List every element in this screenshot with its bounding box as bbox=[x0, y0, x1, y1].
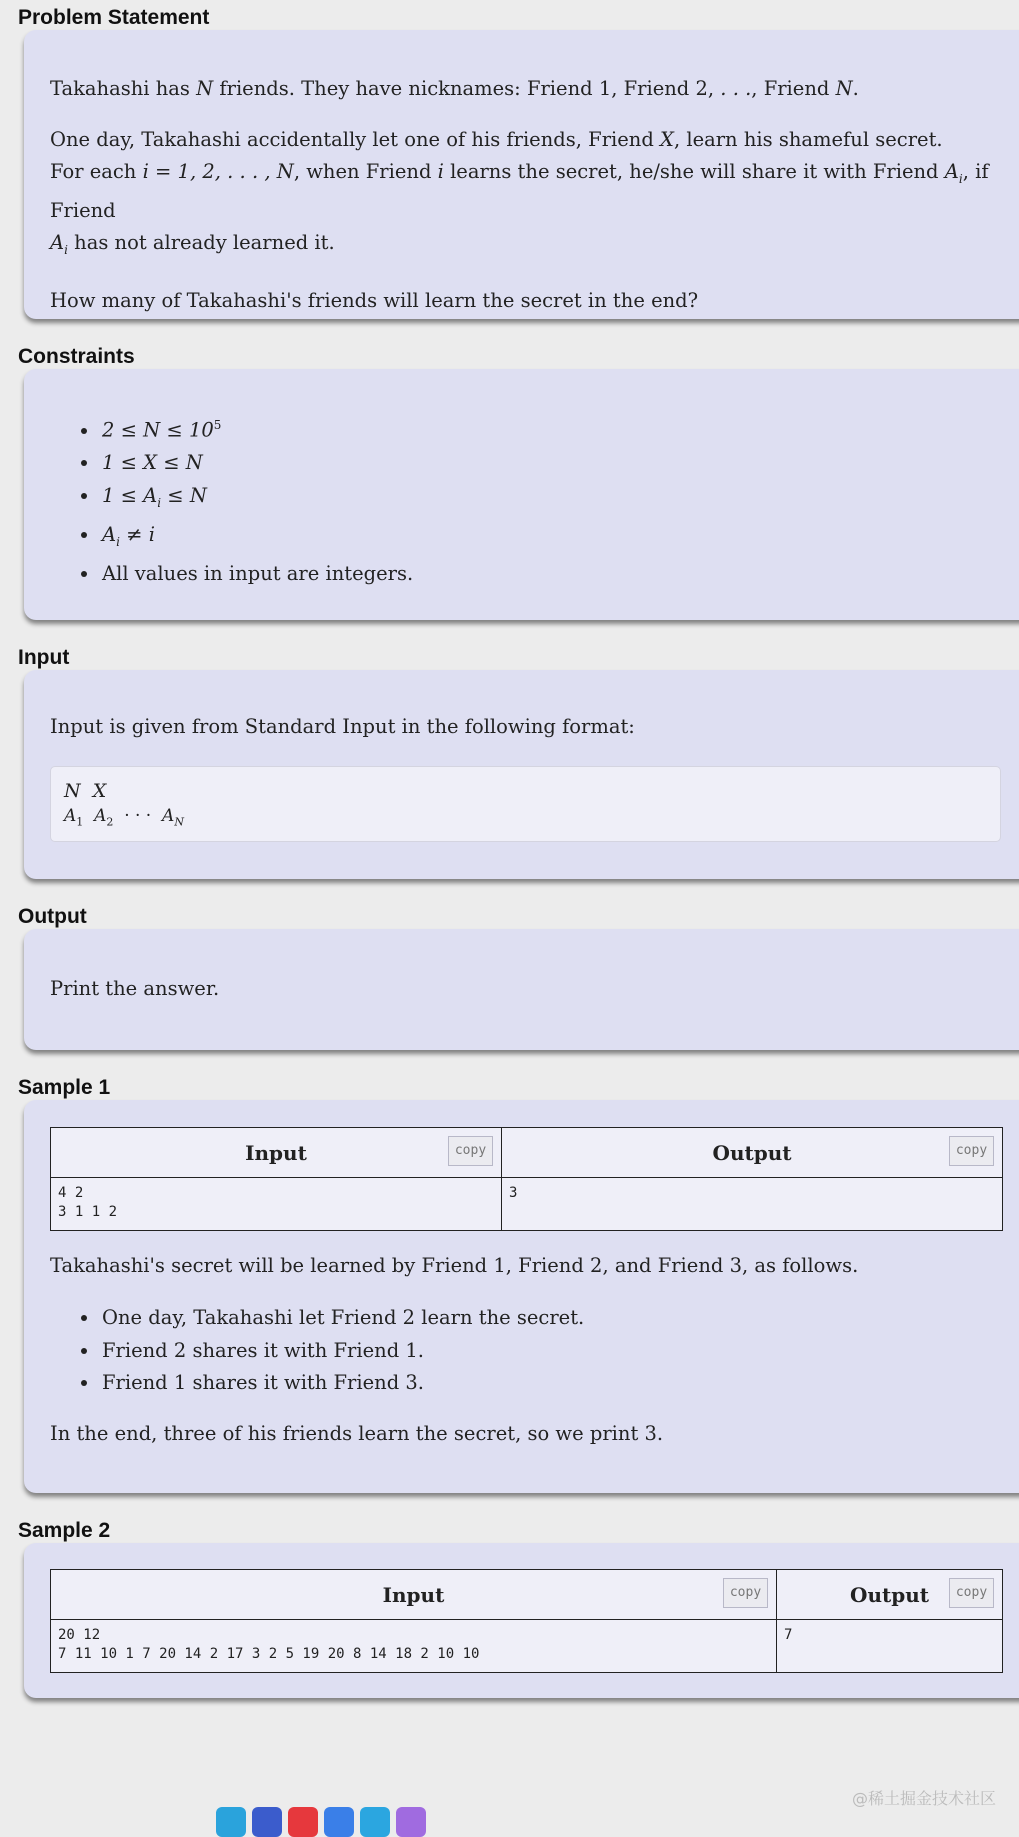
input-format-line-1: N X bbox=[64, 780, 107, 802]
sample1-conclusion: In the end, three of his friends learn the secret, so we print 3. bbox=[50, 1422, 664, 1445]
sample2-input-header: Input copy bbox=[51, 1570, 777, 1620]
sample1-input-value[interactable]: 4 2 3 1 1 2 bbox=[51, 1178, 502, 1231]
sample2-output-header: Output copy bbox=[777, 1570, 1003, 1620]
constraints-card bbox=[24, 369, 1019, 620]
problem-paragraph-3: How many of Takahashi's friends will learn the secret in the end? bbox=[50, 288, 699, 312]
watermark: @稀土掘金技术社区 bbox=[852, 1789, 997, 1808]
constraint-item: • $2 \le N \le 10^5$ bbox=[100, 409, 1008, 447]
sample1-card bbox=[24, 1100, 1019, 1493]
copy-button[interactable]: copy bbox=[723, 1578, 768, 1608]
sample2-heading: Sample 2 bbox=[18, 1519, 111, 1542]
problem-paragraph-2: One day, Takahashi accidentally let one of his friends, Friend X, learn his shameful secret. For each i = 1, 2, . . . , N, when Friend i learns the secret, he/she will share it with Friend $A_i$, if Friend $A_i$ has not already learned it. bbox=[50, 128, 989, 257]
input-description: Input is given from Standard Input in the following format: bbox=[50, 715, 635, 738]
sample1-heading: Sample 1 bbox=[18, 1076, 111, 1099]
sample2-card bbox=[24, 1543, 1019, 1698]
constraint-item: • $A_i \ne i$ bbox=[100, 519, 1008, 558]
sample1-step: • Friend 1 shares it with Friend 3. bbox=[100, 1367, 584, 1400]
sample1-step: • Friend 2 shares it with Friend 1. bbox=[100, 1335, 584, 1368]
sample1-table bbox=[50, 1127, 1003, 1231]
problem-heading: Problem Statement bbox=[18, 6, 210, 29]
input-card bbox=[24, 670, 1019, 879]
input-heading: Input bbox=[18, 646, 70, 669]
constraints-list bbox=[50, 409, 1008, 591]
sample1-steps bbox=[50, 1302, 584, 1400]
constraint-item: • $1 \le A_i \le N$ bbox=[100, 480, 1008, 519]
sample2-output-value[interactable]: 7 bbox=[777, 1620, 1003, 1673]
output-card bbox=[24, 929, 1019, 1050]
constraints-heading: Constraints bbox=[18, 345, 135, 368]
sample1-explanation: Takahashi's secret will be learned by Friend 1, Friend 2, and Friend 3, as follows. bbox=[50, 1254, 859, 1277]
output-description: Print the answer. bbox=[50, 977, 220, 1000]
facebook-icon[interactable] bbox=[252, 1807, 282, 1837]
hatena-icon[interactable] bbox=[324, 1807, 354, 1837]
sample1-output-value[interactable]: 3 bbox=[502, 1178, 1003, 1231]
sample1-input-header: Input copy bbox=[51, 1128, 502, 1178]
input-format-box bbox=[50, 766, 1001, 842]
copy-button[interactable]: copy bbox=[949, 1136, 994, 1166]
email-icon[interactable] bbox=[396, 1807, 426, 1837]
sample1-output-header: Output copy bbox=[502, 1128, 1003, 1178]
constraint-item: • 1 ≤ X ≤ N bbox=[100, 447, 1008, 480]
copy-button[interactable]: copy bbox=[448, 1136, 493, 1166]
problem-card bbox=[24, 30, 1019, 319]
sample1-step: • One day, Takahashi let Friend 2 learn the secret. bbox=[100, 1302, 584, 1335]
sample2-input-value[interactable]: 20 12 7 11 10 1 7 20 14 2 17 3 2 5 19 20 8 14 18 2 10 10 bbox=[51, 1620, 777, 1673]
problem-paragraph-1: Takahashi has N friends. They have nicknames: Friend 1, Friend 2, . . ., Friend N. bbox=[50, 77, 859, 100]
output-heading: Output bbox=[18, 905, 87, 928]
telegram-icon[interactable] bbox=[216, 1807, 246, 1837]
input-format-line-2: $A_1$ $A_2$ · · · $A_N$ bbox=[64, 806, 184, 829]
twitter-icon[interactable] bbox=[360, 1807, 390, 1837]
constraint-item: • All values in input are integers. bbox=[100, 558, 1008, 591]
weibo-icon[interactable] bbox=[288, 1807, 318, 1837]
sample2-table bbox=[50, 1569, 1003, 1673]
copy-button[interactable]: copy bbox=[949, 1578, 994, 1608]
